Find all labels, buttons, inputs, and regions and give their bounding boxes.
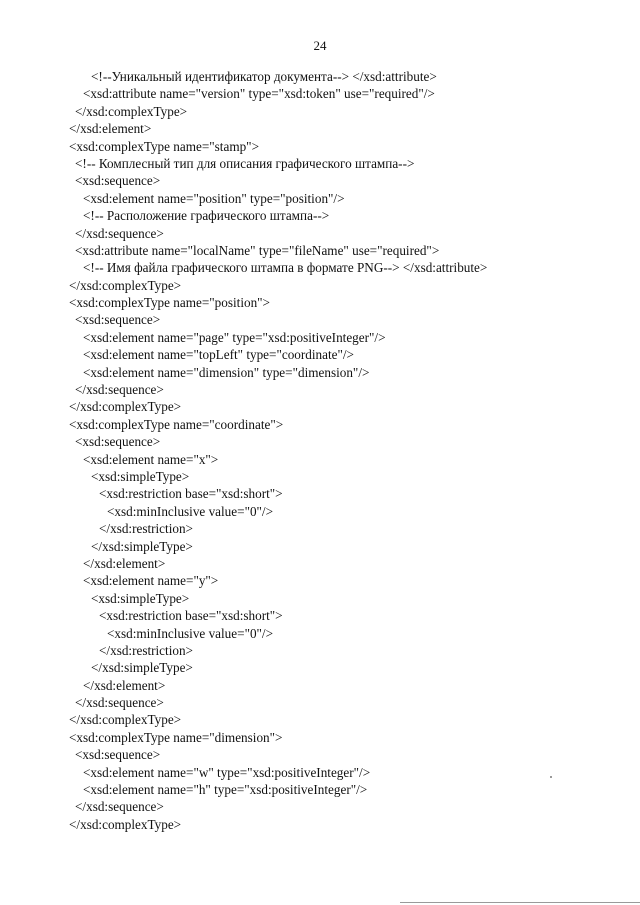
code-line: <xsd:element name="topLeft" type="coordinate"/>	[83, 347, 354, 363]
code-line: </xsd:complexType>	[69, 399, 182, 415]
code-line: <!--Уникальный идентификатор документа--> </xsd:attribute>	[91, 69, 437, 84]
xsd-code-block	[69, 68, 629, 833]
code-line: <xsd:element name="x">	[83, 451, 219, 467]
code-line: </xsd:sequence>	[75, 225, 164, 241]
code-line: </xsd:restriction>	[99, 642, 193, 658]
code-line: <xsd:element name="y">	[83, 573, 219, 589]
code-line: </xsd:sequence>	[75, 799, 164, 815]
code-line: </xsd:complexType>	[69, 816, 182, 832]
code-line: </xsd:sequence>	[75, 695, 164, 711]
code-line: <xsd:attribute name="version" type="xsd:token" use="required"/>	[83, 86, 435, 102]
code-line: </xsd:simpleType>	[91, 538, 193, 554]
code-line: <xsd:restriction base="xsd:short">	[99, 608, 283, 624]
code-line: <xsd:element name="h" type="xsd:positiveInteger"/>	[83, 782, 368, 798]
code-line: <xsd:minInclusive value="0"/>	[107, 625, 274, 641]
code-line: </xsd:sequence>	[75, 382, 164, 398]
code-line: <xsd:element name="position" type="position"/>	[83, 190, 345, 206]
code-line: </xsd:complexType>	[69, 712, 182, 728]
code-line: </xsd:complexType>	[69, 277, 182, 293]
code-line: <xsd:simpleType>	[91, 590, 190, 606]
code-line: <xsd:sequence>	[75, 747, 161, 763]
code-line: <xsd:complexType name="position">	[69, 295, 270, 311]
code-line: <!-- Расположение графического штампа-->	[83, 208, 330, 224]
code-line: </xsd:complexType>	[75, 103, 188, 119]
code-line: <xsd:attribute name="localName" type="fileName" use="required">	[75, 242, 440, 258]
scan-edge-line	[400, 902, 640, 903]
code-line: </xsd:restriction>	[99, 521, 193, 537]
code-line: <xsd:complexType name="stamp">	[69, 138, 260, 154]
code-line: <xsd:minInclusive value="0"/>	[107, 503, 274, 519]
code-line: <xsd:complexType name="dimension">	[69, 729, 283, 745]
code-line: <xsd:sequence>	[75, 173, 161, 189]
code-line: <xsd:complexType name="coordinate">	[69, 416, 284, 432]
page-number: 24	[313, 38, 327, 53]
code-line: <xsd:element name="page" type="xsd:positiveInteger"/>	[83, 329, 386, 345]
code-line: <xsd:restriction base="xsd:short">	[99, 486, 283, 502]
code-line: <xsd:simpleType>	[91, 468, 190, 484]
code-line: </xsd:element>	[69, 121, 152, 137]
code-line: <!-- Комплесный тип для описания графического штампа-->	[75, 155, 415, 171]
code-line: </xsd:element>	[83, 677, 166, 693]
scan-artifact-dot	[550, 776, 552, 778]
code-line: <xsd:sequence>	[75, 312, 161, 328]
code-line: </xsd:element>	[83, 555, 166, 571]
code-line: <xsd:element name="dimension" type="dimension"/>	[83, 364, 370, 380]
code-line: <xsd:sequence>	[75, 434, 161, 450]
code-line: </xsd:simpleType>	[91, 660, 193, 676]
code-line: <!-- Имя файла графического штампа в формате PNG--> </xsd:attribute>	[83, 260, 488, 276]
code-line: <xsd:element name="w" type="xsd:positiveInteger"/>	[83, 764, 371, 780]
